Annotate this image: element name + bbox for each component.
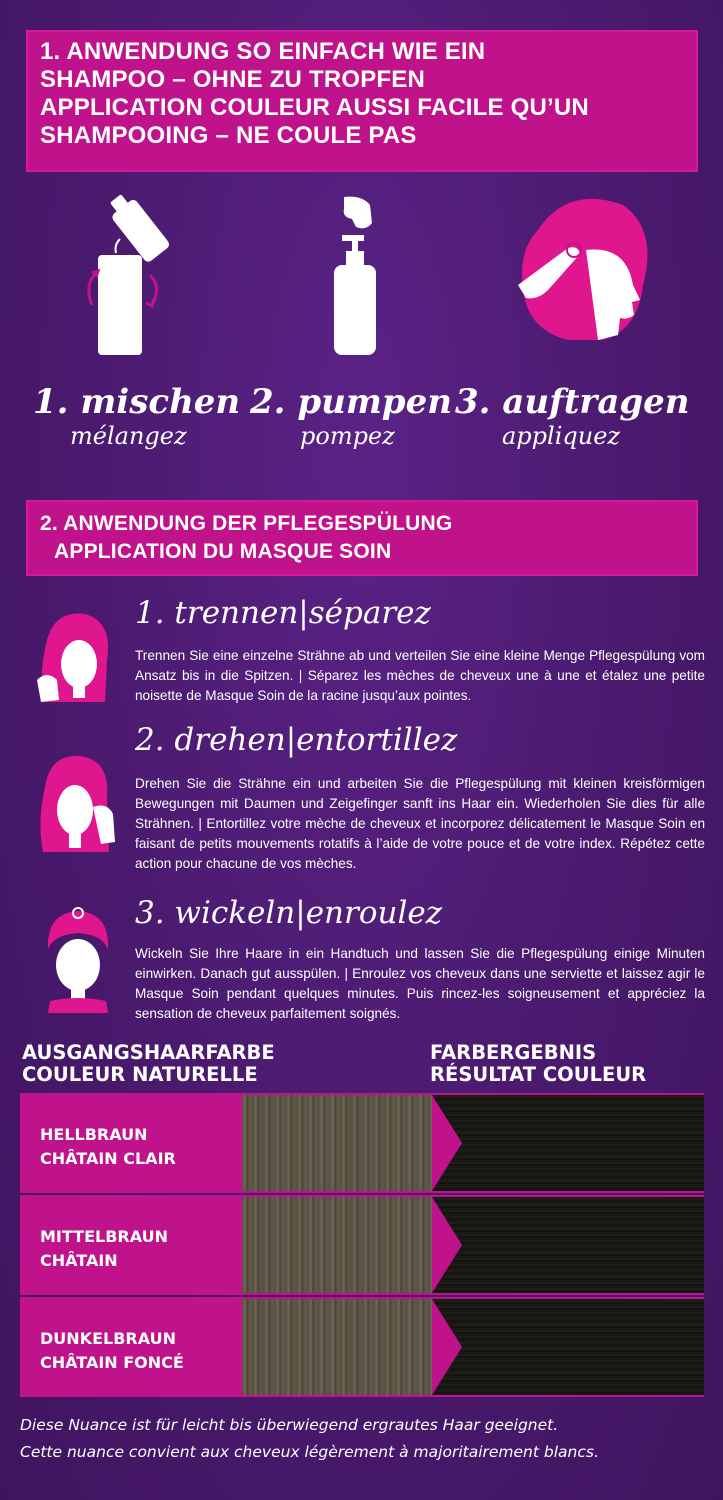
color-row-label-line: HELLBRAUN: [40, 1125, 148, 1144]
column-header-line: RÉSULTAT COULEUR: [430, 1063, 647, 1086]
section1-banner-line: SHAMPOO – OHNE ZU TROPFEN: [40, 66, 426, 93]
footnote-line: Cette nuance convient aux cheveux légèrement à majoritairement blancs.: [20, 1443, 599, 1461]
care-step-text: Drehen Sie die Strähne ein und arbeiten Sie die Pflegespülung mit kleinen kreisförmigen Bewegungen mit Daumen und Zeigefinger sanft ins Haar ein. Wiederholen Sie dies für alle Strähnen. | Entortillez votre mèche de cheveux et incorporez délicatement le Masque Soin en faisant de petits mouvements rotatifs à l’aide de votre pouce et de votre index. Répétez cette action pour chacune de vos mèches.: [135, 776, 705, 871]
head-twist-icon: [35, 752, 120, 857]
head-towel-icon: [38, 905, 118, 1015]
step-apply-label: 3. auftragen: [455, 382, 690, 422]
step-apply-sublabel: appliquez: [502, 422, 621, 450]
color-row: [20, 1195, 704, 1295]
section2-banner-line: 2. ANWENDUNG DER PFLEGESPÜLUNG: [40, 512, 453, 535]
care-step-text: Trennen Sie eine einzelne Strähne ab und verteilen Sie eine kleine Menge Pflegespülung vom Ansatz bis in die Spitzen. | Séparez les mèches de cheveux une à une et étalez une petite noisette de Masque Soin de la racine jusqu’aux pointes.: [135, 648, 705, 703]
natural-hair-swatch: [242, 1095, 432, 1191]
step-pump-sublabel: pompez: [300, 422, 395, 450]
arrow-icon: [432, 1197, 462, 1293]
section1-banner-line: SHAMPOOING – NE COULE PAS: [40, 122, 417, 149]
color-row-label-line: CHÂTAIN: [40, 1251, 118, 1270]
column-header-line: FARBERGEBNIS: [430, 1041, 597, 1064]
column-header-line: AUSGANGSHAARFARBE: [22, 1041, 275, 1064]
color-row-label-line: MITTELBRAUN: [40, 1227, 168, 1246]
column-header-line: COULEUR NATURELLE: [22, 1063, 258, 1086]
color-row-label-line: CHÂTAIN CLAIR: [40, 1149, 176, 1168]
color-row: [20, 1297, 704, 1397]
result-hair-swatch: [432, 1095, 704, 1191]
bottle-mix-icon: [80, 195, 170, 360]
color-row: [20, 1093, 704, 1193]
footnote-line: Diese Nuance ist für leicht bis überwiegend ergrautes Haar geeignet.: [20, 1416, 559, 1434]
color-row-label-line: CHÂTAIN FONCÉ: [40, 1353, 184, 1372]
result-hair-swatch: [432, 1299, 704, 1395]
section2-banner-line: APPLICATION DU MASQUE SOIN: [54, 540, 392, 563]
section1-banner-line: 1. ANWENDUNG SO EINFACH WIE EIN: [40, 38, 486, 65]
natural-hair-swatch: [242, 1197, 432, 1293]
step-mix-label: 1. mischen: [33, 382, 241, 422]
color-row-label-line: DUNKELBRAUN: [40, 1329, 176, 1348]
color-row-label: [40, 1123, 176, 1171]
column-header-natural: [22, 1042, 275, 1086]
care-step-title: 1. trennen|séparez: [135, 595, 431, 631]
color-row-label: [40, 1225, 168, 1273]
section1-banner: [26, 30, 698, 172]
natural-hair-swatch: [242, 1299, 432, 1395]
step-mix-sublabel: mélangez: [70, 422, 187, 450]
head-apply-icon: [508, 190, 658, 360]
care-step-title: 3. wickeln|enroulez: [135, 895, 443, 931]
column-header-result: [430, 1042, 646, 1086]
color-row-label: [40, 1327, 184, 1375]
care-step-title: 2. drehen|entortillez: [135, 722, 458, 758]
head-separate-icon: [35, 610, 113, 710]
result-hair-swatch: [432, 1197, 704, 1293]
care-step-text: Wickeln Sie Ihre Haare in ein Handtuch und lassen Sie die Pflegespülung einige Minuten einwirken. Danach gut ausspülen. | Enroulez vos cheveux dans une serviette et laissez agir le Masque Soin pendant quelques minutes. Puis rincez-les soigneusement et appréciez la sensation de cheveux parfaitement soignés.: [135, 946, 705, 1021]
step-pump-label: 2. pumpen: [250, 382, 452, 422]
pump-bottle-icon: [322, 195, 392, 360]
arrow-icon: [432, 1299, 462, 1395]
arrow-icon: [432, 1095, 462, 1191]
section2-banner: [26, 500, 698, 576]
section1-banner-line: APPLICATION COULEUR AUSSI FACILE QU’UN: [40, 94, 589, 121]
